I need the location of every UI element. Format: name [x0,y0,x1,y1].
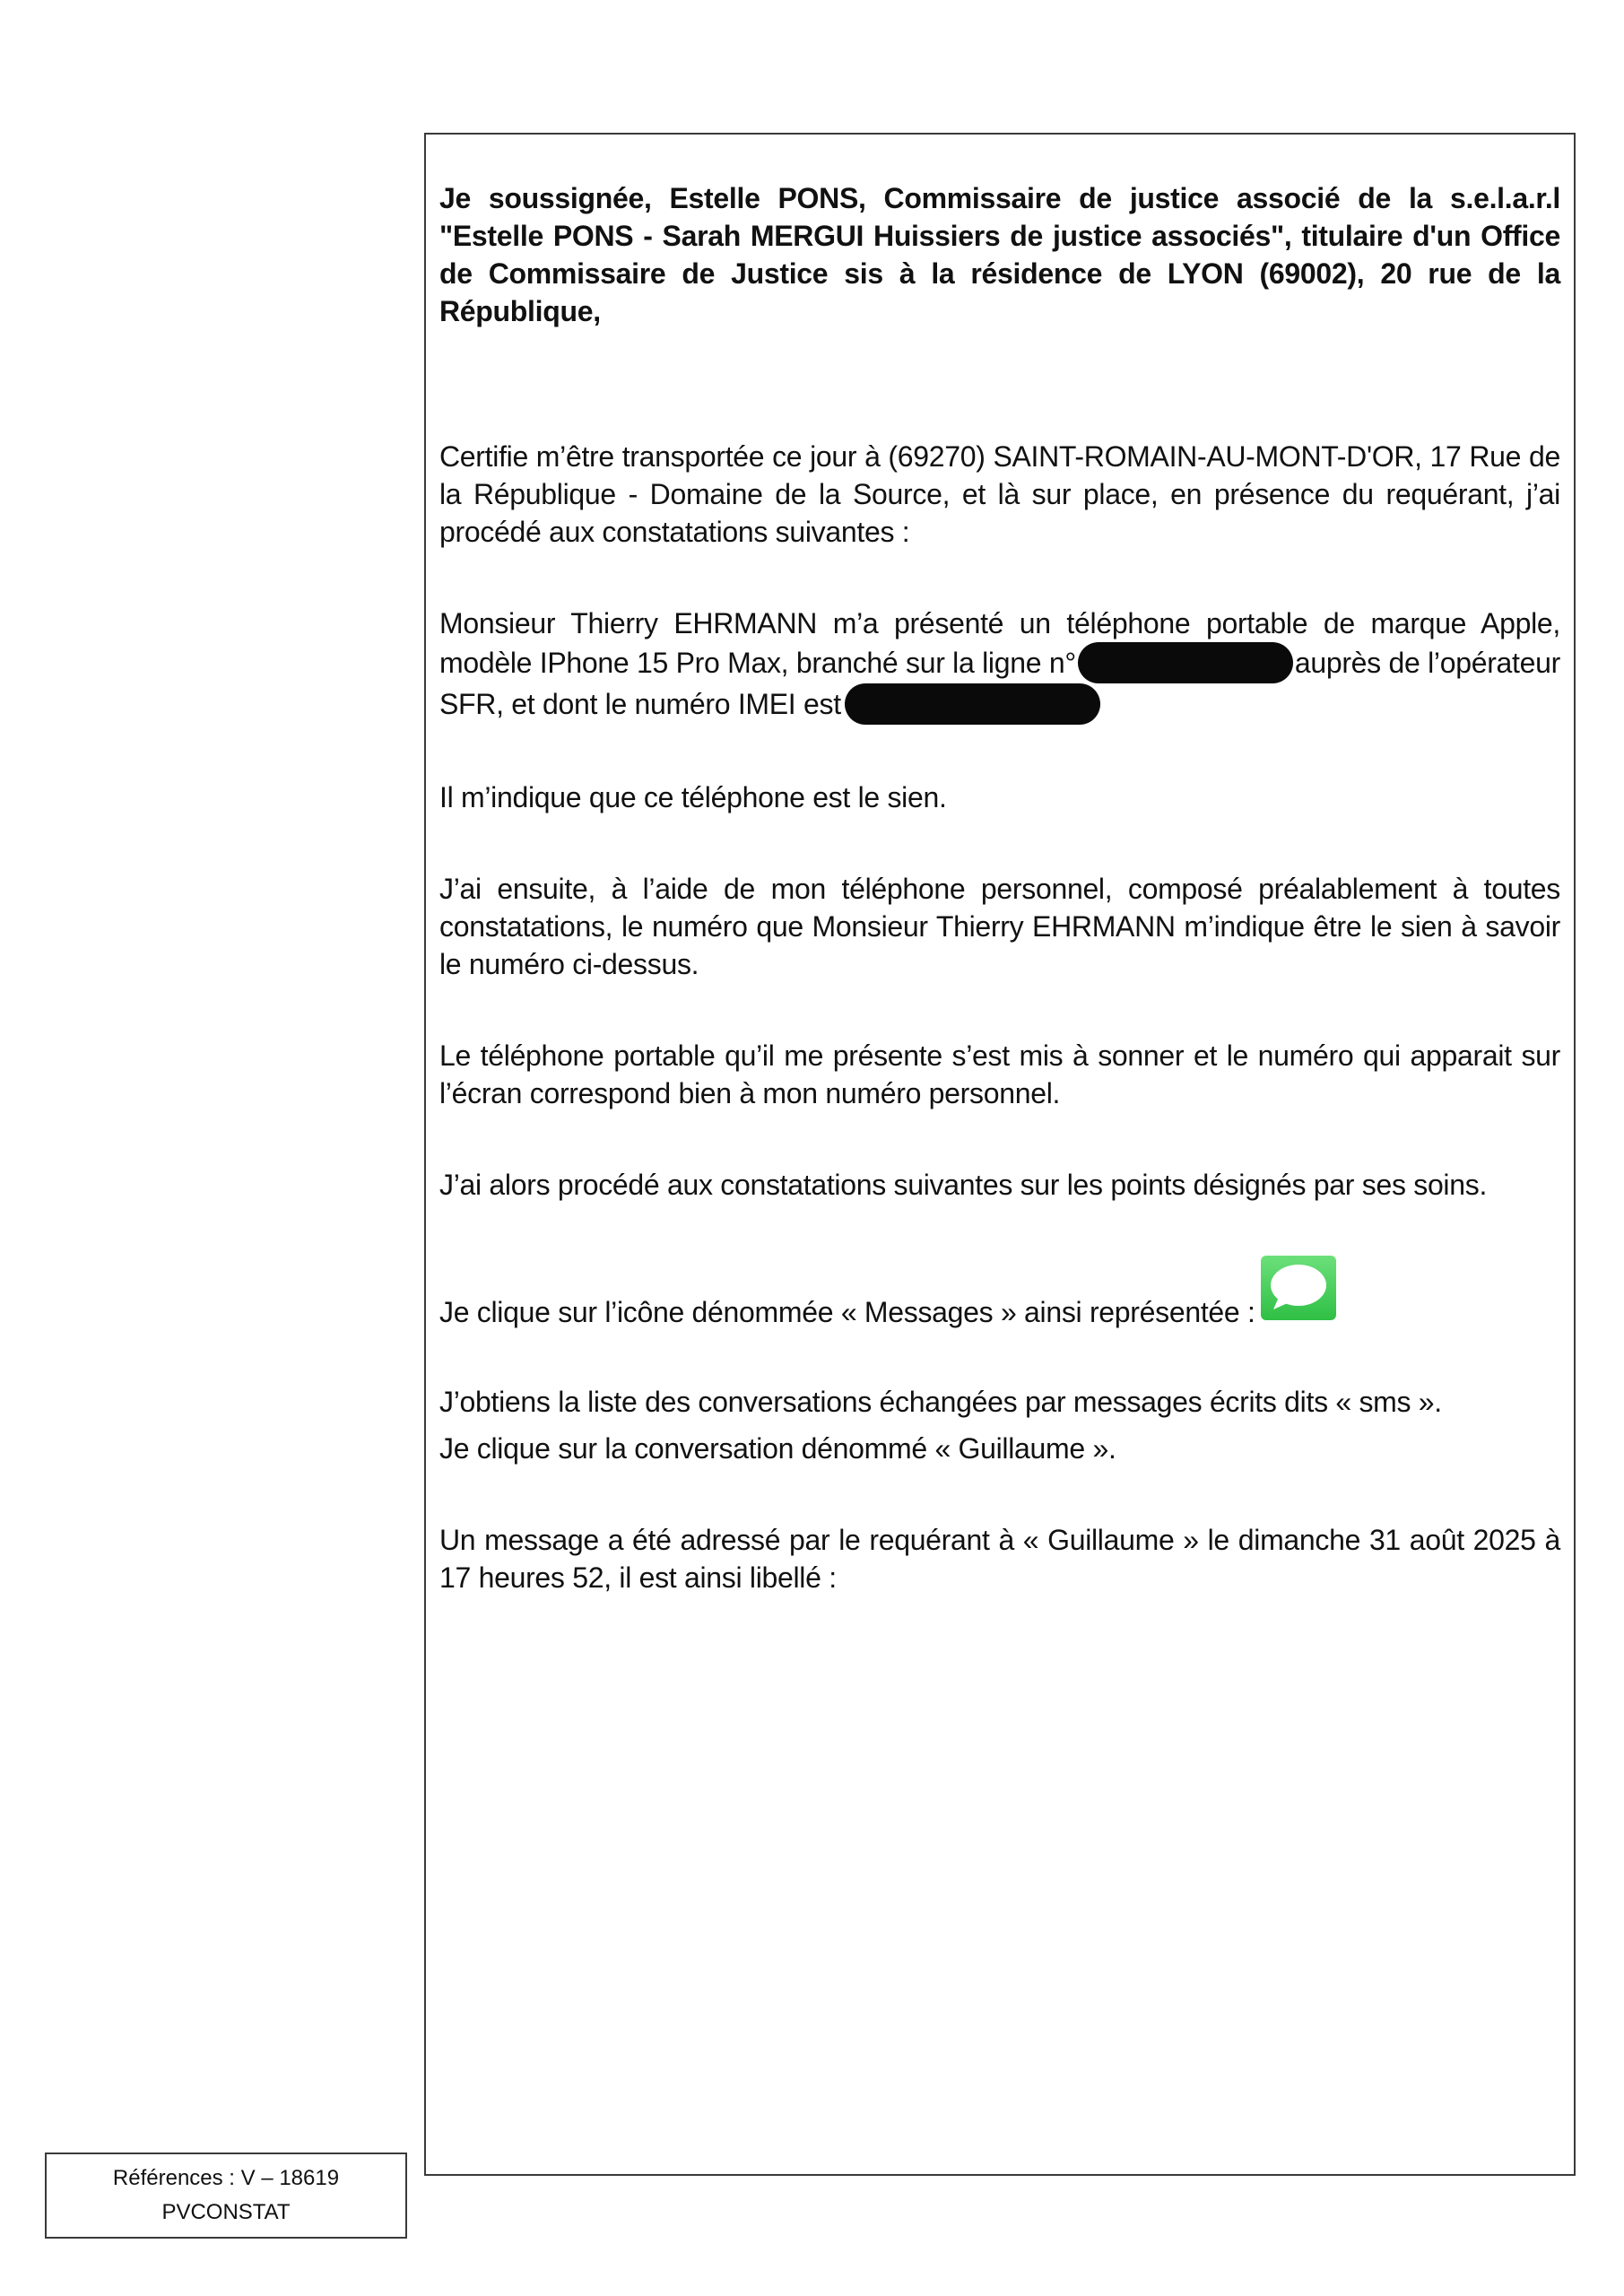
spacer [439,330,1560,438]
spacer [439,1467,1560,1521]
references-line: Références : V – 18619 [112,2166,340,2190]
spacer [439,983,1560,1037]
points-paragraph: J’ai alors procédé aux constatations suivantes sur les points désignés par ses soins. [439,1169,1488,1201]
sien-paragraph: Il m’indique que ce téléphone est le sien. [439,781,947,813]
phone-text-middle: auprès de l’opérateur SFR, et dont le numéro IMEI est [439,647,1560,720]
message-paragraph: Un message a été adressé par le requérant à « Guillaume » le dimanche 31 août 2025 à 17 heures 52, il est ainsi libellé : [439,1524,1560,1594]
spacer [439,725,1560,778]
liste-paragraph: J’obtiens la liste des conversations échangées par messages écrits dits « sms ». [439,1386,1442,1418]
messages-app-icon [1261,1256,1336,1320]
spacer [439,551,1560,604]
phone-text-start: Monsieur Thierry EHRMANN m’a présenté un téléphone portable de marque Apple, modèle IPhone 15 Pro Max, branché sur la ligne n° [439,607,1560,679]
icone-paragraph [439,1256,1560,1331]
spacer [439,1204,1560,1256]
redacted-phone-number [1078,642,1293,683]
spacer [439,1331,1560,1383]
sonner-paragraph: Le téléphone portable qu’il me présente s’est mis à sonner et le numéro qui apparait sur l’écran correspond bien à mon numéro personnel. [439,1039,1560,1109]
spacer [439,1421,1560,1430]
certifie-paragraph: Certifie m’être transportée ce jour à (69270) SAINT-ROMAIN-AU-MONT-D'OR, 17 Rue de la République - Domaine de la Source, et là sur place, en présence du requérant, j’ai procédé aux constatations suivantes : [439,440,1560,548]
phone-paragraph [439,604,1560,725]
intro-paragraph: Je soussignée, Estelle PONS, Commissaire de justice associé de la s.e.l.a.r.l "Estelle PONS - Sarah MERGUI Huissiers de justice associés", titulaire d'un Office de Commissaire de Justice sis à la résidence de LYON (69002), 20 rue de la République, [439,182,1560,327]
ensuite-paragraph: J’ai ensuite, à l’aide de mon téléphone personnel, composé préalablement à toutes constatations, le numéro que Monsieur Thierry EHRMANN m’indique être le sien à savoir le numéro ci-dessus. [439,873,1560,980]
icone-text: Je clique sur l’icône dénommée « Messages » ainsi représentée : [439,1296,1255,1328]
document-body [439,179,1560,1596]
spacer [439,816,1560,870]
guillaume-paragraph: Je clique sur la conversation dénommé « Guillaume ». [439,1432,1116,1465]
spacer [439,1112,1560,1166]
references-code: PVCONSTAT [161,2200,291,2224]
references-box [45,2152,407,2239]
redacted-imei-number [845,683,1100,725]
